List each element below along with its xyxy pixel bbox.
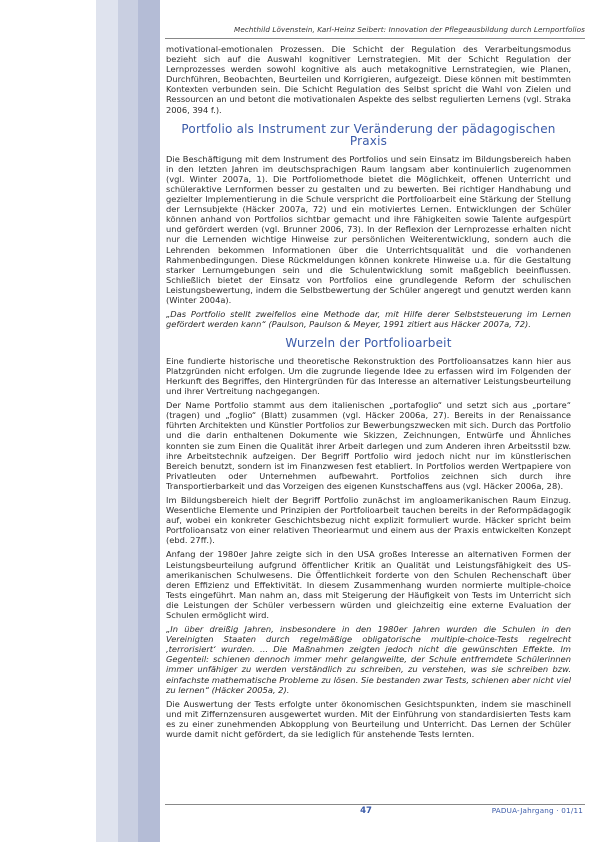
- page-number: 47: [360, 806, 372, 816]
- article-body: [166, 44, 571, 743]
- paragraph: Eine fundierte historische und theoretische Rekonstruktion des Portfolioansatzes kann hier aus Platzgründen nicht erfolgen. Um die zugrunde liegende Idee zu erfassen wird im Folgenden der Herkunft des Begriffes, den Hintergründen für das Interesse an alternativer Leistungsbeurteilung und ihrer Vertreitung nachgegangen.: [166, 355, 571, 397]
- paragraph: Anfang der 1980er Jahre zeigte sich in den USA großes Interesse an alternativen Formen der Leistungsbeurteilung aufgrund öffentlicher Kritik an Qualität und Leistungsfähigkeit des US-amerikanischen Schulwesens. Die Öffentlichkeit forderte von den Schulen Rechenschaft über deren Effizienz und Effektivität. In diesem Zusammenhang wurden normierte multiple-choice Tests eingeführt. Man nahm an, dass mit Steigerung der Häufigkeit von Tests im Unterricht sich die Leistungen der Schüler verbessern würden und gleichzeitig eine externe Evaluation der Schulen ermöglicht wird.: [166, 549, 571, 620]
- paragraph: Die Beschäftigung mit dem Instrument des Portfolios und sein Einsatz im Bildungsbereich haben in den letzten Jahren im deutschsprachigen Raum langsam aber kontinuierlich zugenommen (vgl. Winter 2007a, 1). Die Portfoliomethode bietet die Möglichkeit, offenen Unterricht und schüleraktive Lernformen besser zu gestalten und zu bewerten. Bei richtiger Handhabung und gezielter Implementierung in die Schule verspricht die Portfolioarbeit eine Stärkung der Stellung der Lernsubjekte (Häcker 2007a, 72) und ein motiviertes Lernen. Entwicklungen der Schüler können anhand von Portfolios sichtbar gemacht und ihre Fähigkeiten sowie Talente aufgespürt und gefördert werden (vgl. Brunner 2006, 73). In der Reflexion der Lernprozesse erhalten nicht nur die Lernenden wichtige Hinweise zur persönlichen Weiterentwicklung, sondern auch die Lehrenden bekommen Informationen über die Unterrichtsqualität und die vorhandenen Rahmenbedingungen. Diese Rückmeldungen können konkrete Hinweise u.a. für die Gestaltung starker Lernumgebungen sein und die Schulentwicklung somit maßgeblich beeinflussen. Schließlich bietet der Einsatz von Portfolios eine grundlegende Reform der schulischen Leistungsbewertung, indem die Selbstbewertung der Schüler angeregt und genutzt werden kann (Winter 2004a).: [166, 153, 571, 305]
- quote: „Das Portfolio stellt zweifellos eine Methode dar, mit Hilfe derer Selbststeuerung im Lernen gefördert werden kann“ (Paulson, Paulson & Meyer, 1991 zitiert aus Häcker 2007a, 72).: [166, 309, 571, 330]
- paragraph: Die Auswertung der Tests erfolgte unter ökonomischen Gesichtspunkten, indem sie maschinell und mit Ziffernzensuren ausgewertet wurden. Mit der Einführung von standardisierten Tests kam es zu einer zunehmenden Abkopplung von Beurteilung und Unterricht. Das Lernen der Schüler wurde damit nicht gefördert, da sie lediglich für anstehende Tests lernten.: [166, 698, 571, 740]
- section-heading: Wurzeln der Portfolioarbeit: [285, 336, 452, 351]
- left-decorative-band: [0, 0, 160, 842]
- running-header: [165, 24, 585, 39]
- running-title: Mechthild Lövenstein, Karl-Heinz Seibert: Innovation der Pflegeausbildung durch Lernportfolios: [234, 25, 585, 34]
- paragraph: Der Name Portfolio stammt aus dem italienischen „portafoglio“ und setzt sich aus „portare“ (tragen) und „foglio“ (Blatt) zusammen (vgl. Häcker 2006a, 27). Bereits in der Renaissance führten Architekten und Künstler Portfolios zur Bewerbungszwecken mit sich. Durch das Portfolio und die darin enthaltenen Dokumente wie Skizzen, Zeichnungen, Entwürfe und Ähnliches konnten sie zum Einen die Qualität ihrer Arbeit darlegen und zum Anderen ihren Arbeitsstil bzw. ihre Arbeitstechnik aufzeigen. Der Begriff Portfolio wird jedoch nicht nur im künstlerischen Bereich benutzt, sondern ist im Finanzwesen fest etabliert. In Portfolios werden Wertpapiere von Privatleuten oder Unternehmen aufbewahrt. Portfolios zeichnen sich durch ihre Transportierbarkeit und das Vorzeigen des eigenen Kunstschaffens aus (vgl. Häcker 2006a, 28).: [166, 400, 571, 491]
- section-heading: Portfolio als Instrument zur Veränderung der pädagogischen Praxis: [181, 121, 556, 149]
- paragraph: motivational-emotionalen Prozessen. Die Schicht der Regulation des Verarbeitungsmodus bezieht sich auf die Auswahl kognitiver Lernstrategien. Mit der Schicht Regulation der Lernprozesses werden sowohl kognitive als auch metakognitive Lernstrategien, wie Planen, Durchführen, Beobachten, Beurteilen und Korrigieren, aufgezeigt. Diese können mit bestimmten Kontexten verbunden sein. Die Schicht Regulation des Selbst spricht die Wahl von Zielen und Ressourcen an und betont die motivationalen Aspekte des selbst regulierten Lernens (vgl. Straka 2006, 394 f.).: [166, 44, 571, 115]
- quote: „In über dreißig Jahren, insbesondere in den 1980er Jahren wurden die Schulen in den Vereinigten Staaten durch regelmäßige obligatorische multiple-choice-Tests regelrecht ‚terrorisiert‘ wurden. ... Die Maßnahmen zeigten jedoch nicht die gewünschten Effekte. Im Gegenteil: schienen dennoch immer mehr gelangweilte, der Schule entfremdete Schülerinnen immer unfähiger zu werden verständlich zu schreiben, zu verstehen, was sie schreiben bzw. einfachste mathematische Probleme zu lösen. Sie bestanden zwar Tests, schienen aber nicht viel zu lernen“ (Häcker 2005a, 2).: [166, 624, 571, 695]
- paragraph: Im Bildungsbereich hielt der Begriff Portfolio zunächst im angloamerikanischen Raum Einzug. Wesentliche Elemente und Prinzipien der Portfolioarbeit tauchen bereits in der Reformpädagogik auf, wobei ein konkreter Geschichtsbezug nicht explizit formuliert wurde. Häcker spricht beim Portfolioansatz von einer relativen Theoriearmut und einem aus der Praxis entwickelten Konzept (ebd. 27ff.).: [166, 494, 571, 546]
- journal-label: PADUA-Jahrgang · 01/11: [491, 806, 583, 815]
